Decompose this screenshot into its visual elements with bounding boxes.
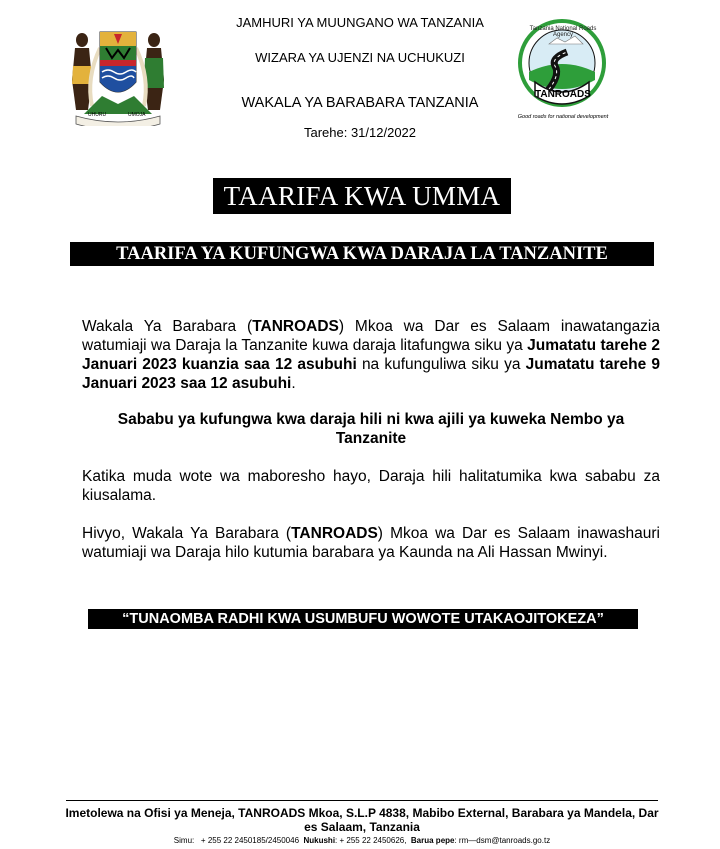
motto-left-text: UHURU — [88, 112, 107, 118]
header-date: Tarehe: 31/12/2022 — [303, 125, 417, 140]
paragraph-alternative-routes: Hivyo, Wakala Ya Barabara (TANROADS) Mkoa wa Dar es Salaam inawashauri watumiaji wa Daraja hilo kutumia barabara ya Kaunda na Ali Hassan Mwinyi. — [82, 525, 660, 561]
paragraph-safety: Katika muda wote wa maboresho hayo, Daraja hili halitatumika kwa sababu za kiusalama. — [82, 468, 660, 504]
tanroads-name: TANROADS — [535, 89, 591, 100]
paragraph-closure-details: Wakala Ya Barabara (TANROADS) Mkoa wa Dar es Salaam inawatangazia watumiaji wa Daraja la Tanzanite kuwa daraja litafungwa siku ya Jumatatu tarehe 2 Januari 2023 kuanzia saa 12 asubuhi na kufunguliwa siku ya Jumatatu tarehe 9 Januari 2023 saa 12 asubuhi. — [82, 318, 660, 392]
apology-banner: “TUNAOMBA RADHI KWA USUMBUFU WOWOTE UTAKAOJITOKEZA” — [88, 609, 638, 629]
tanroads-ring-text: Tanzania National Roads Agency — [529, 26, 597, 38]
tanroads-tagline: Good roads for national development — [517, 114, 609, 120]
footer-contacts: Simu: + 255 22 2450185/2450046 Nukushi: + 255 22 2450626, Barua pepe: rm—dsm@tanroads.go.tz — [173, 836, 551, 845]
tanroads-logo — [505, 16, 620, 124]
header-agency: WAKALA YA BARABARA TANZANIA — [241, 95, 479, 111]
header-republic: JAMHURI YA MUUNGANO WA TANZANIA — [236, 15, 484, 30]
closure-reason: Sababu ya kufungwa kwa daraja hili ni kwa ajili ya kuweka Nembo ya Tanzanite — [117, 411, 625, 447]
header-ministry: WIZARA YA UJENZI NA UCHUKUZI — [255, 50, 465, 65]
notice-title: TAARIFA KWA UMMA — [213, 178, 511, 214]
motto-right-text: UMOJA — [128, 112, 146, 118]
agency-abbr: TANROADS — [252, 318, 339, 335]
footer-address: Imetolewa na Ofisi ya Meneja, TANROADS Mkoa, S.L.P 4838, Mabibo External, Barabara ya Mandela, Dar es Salaam, Tanzania — [65, 806, 659, 834]
footer-divider — [66, 800, 658, 801]
closure-date: Jumatatu tarehe 2 Januari 2023 kuanzia saa 12 asubuhi — [82, 337, 660, 373]
reopen-date: Jumatatu tarehe 9 Januari 2023 saa 12 asubuhi — [82, 356, 660, 392]
agency-abbr: TANROADS — [291, 525, 378, 542]
notice-subtitle: TAARIFA YA KUFUNGWA KWA DARAJA LA TANZANITE — [70, 242, 654, 266]
